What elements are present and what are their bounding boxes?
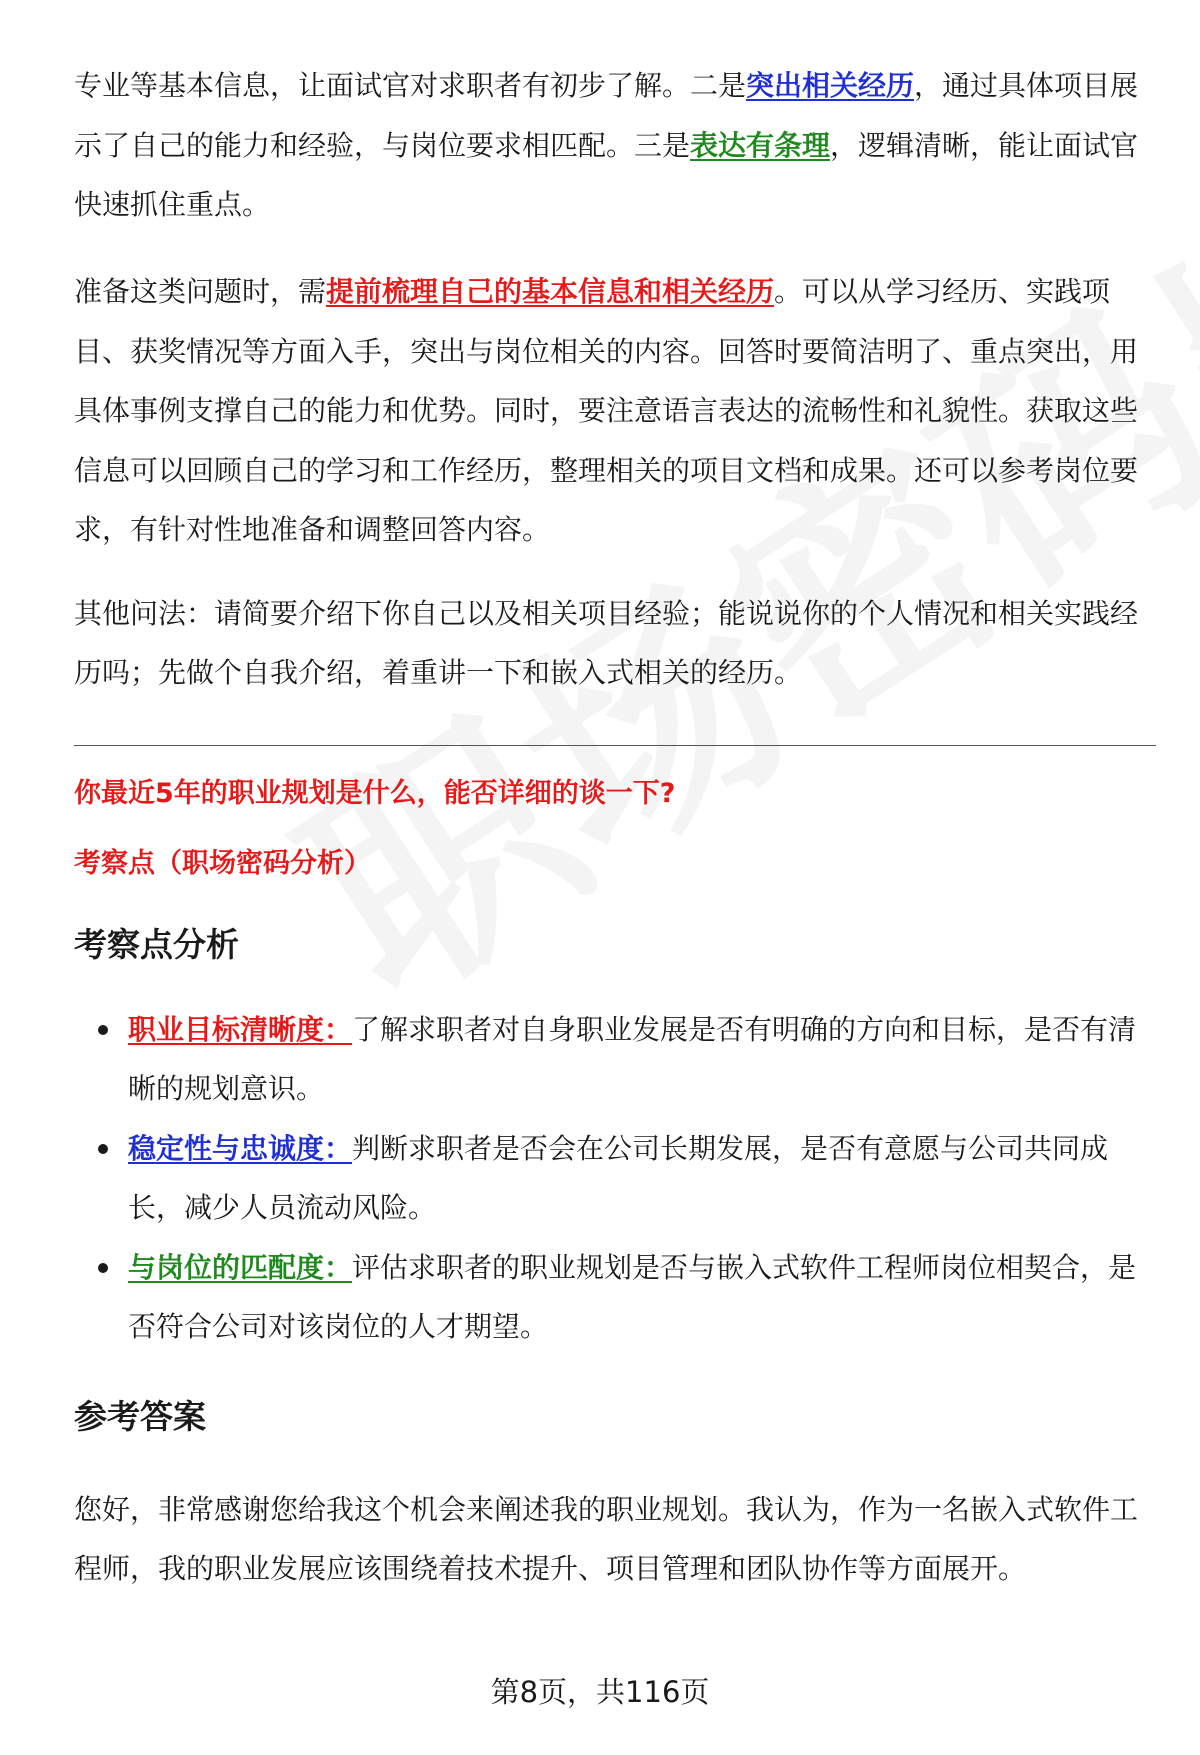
answer-heading: 参考答案: [74, 1396, 206, 1436]
page-number-footer: 第8页，共116页: [490, 1675, 710, 1709]
highlight-organized-expression: 表达有条理: [690, 128, 831, 162]
analysis-point: [74, 1000, 1156, 1118]
point-label: 职业目标清晰度：: [128, 1012, 353, 1046]
paragraph-text: ，逻辑清晰，能让面试官快速抓住重点。: [74, 128, 1139, 221]
analysis-heading: 考察点分析: [74, 924, 239, 964]
bullet-icon: [98, 1025, 108, 1035]
paragraph-text: ，通过具体项目展示了自己的能力和经验，与岗位要求相匹配。三是: [74, 69, 1139, 162]
paragraph-text: 。可以从学习经历、实践项目、获奖情况等方面入手，突出与岗位相关的内容。回答时要简洁明了、重点突出，用具体事例支撑自己的能力和优势。同时，要注意语言表达的流畅性和礼貌性。获取这些信息可以回顾自己的学习和工作经历，整理相关的项目文档和成果。还可以参考岗位要求，有针对性地准备和调整回答内容。: [74, 275, 1139, 546]
bullet-icon: [98, 1144, 108, 1154]
point-text: 判断求职者是否会在公司长期发展，是否有意愿与公司共同成长，减少人员流动风险。: [128, 1131, 1109, 1224]
highlight-prepare-info: 提前梳理自己的基本信息和相关经历: [326, 275, 775, 308]
paragraph-text: 准备这类问题时，需: [74, 275, 327, 308]
document-page: [74, 56, 1156, 1599]
analysis-point-list: [74, 1000, 1156, 1356]
paragraph-intro-analysis: [74, 56, 1156, 234]
point-text: 评估求职者的职业规划是否与嵌入式软件工程师岗位相契合，是否符合公司对该岗位的人才期望。: [128, 1250, 1137, 1343]
analysis-point: [74, 1238, 1156, 1356]
paragraph-preparation: [74, 262, 1156, 560]
answer-paragraph: 您好，非常感谢您给我这个机会来阐述我的职业规划。我认为，作为一名嵌入式软件工程师，我的职业发展应该围绕着技术提升、项目管理和团队协作等方面展开。: [74, 1492, 1139, 1585]
bullet-icon: [98, 1263, 108, 1273]
highlight-relevant-experience: 突出相关经历: [746, 69, 915, 102]
point-text: 了解求职者对自身职业发展是否有明确的方向和目标，是否有清晰的规划意识。: [128, 1012, 1137, 1105]
point-label: 稳定性与忠诚度：: [128, 1131, 353, 1165]
question-subtitle: 考察点（职场密码分析）: [74, 847, 371, 879]
point-label: 与岗位的匹配度：: [128, 1250, 353, 1284]
section-divider: [74, 745, 1156, 746]
paragraph-other-phrasings: 其他问法：请简要介绍下你自己以及相关项目经验；能说说你的个人情况和相关实践经历吗；先做个自我介绍，着重讲一下和嵌入式相关的经历。: [74, 596, 1139, 689]
paragraph-text: 专业等基本信息，让面试官对求职者有初步了解。二是: [74, 69, 747, 102]
question-title: 你最近5年的职业规划是什么，能否详细的谈一下?: [74, 777, 676, 809]
analysis-point: [74, 1119, 1156, 1237]
